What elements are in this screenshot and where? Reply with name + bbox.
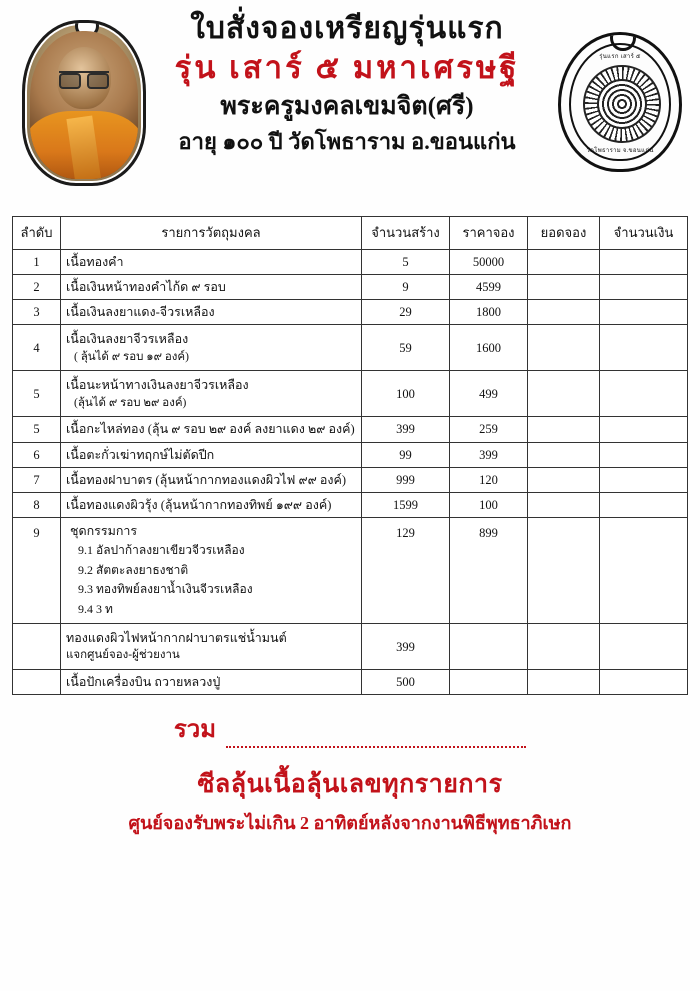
yantra-icon [583,65,661,143]
col-header-qty: จำนวนสร้าง [362,217,450,250]
row-book[interactable] [528,492,600,517]
row-book[interactable] [528,417,600,442]
row-amount[interactable] [600,442,688,467]
row-no: 6 [13,442,61,467]
row-desc [61,517,362,623]
row-no: 2 [13,275,61,300]
table-row [13,442,688,467]
row-no: 7 [13,467,61,492]
row-desc: เนื้อทองแดงผิวรุ้ง (ลุ้นหน้ากากทองทิพย์ ๑๙๙ องค์) [61,492,362,517]
monk-photo [30,31,138,179]
amulet-seal [558,22,682,172]
row-no: 5 [13,371,61,417]
glasses-icon [59,71,109,86]
document-footer [12,709,688,837]
row-price [450,624,528,670]
row-desc: เนื้อกะไหล่ทอง (ลุ้น ๙ รอบ ๒๙ องค์ ลงยาแดง ๒๙ องค์) [61,417,362,442]
row-price: 50000 [450,250,528,275]
row-no: 9 [13,517,61,623]
row-no [13,624,61,670]
document-header [12,8,688,216]
row-amount[interactable] [600,492,688,517]
row-price: 1800 [450,300,528,325]
row-amount[interactable] [600,670,688,695]
set-line-4: 9.4 3 ท [78,602,113,617]
col-header-desc: รายการวัตถุมงคล [61,217,362,250]
row-desc: เนื้อทองฝาบาตร (ลุ้นหน้ากากทองแดงผิวไฟ ๙๙ องค์) [61,467,362,492]
table-row [13,300,688,325]
table-row-committee-set [13,517,688,623]
row-desc-main: เนื้อเงินลงยาจีวรเหลือง [66,332,189,347]
row-desc [61,371,362,417]
total-row [12,709,688,748]
amulet-body [558,32,682,172]
row-desc-sub: (ลุ้นได้ ๙ รอบ ๒๙ องค์) [74,396,187,409]
footer-note-1: ซีลลุ้นเนื้อลุ้นเลขทุกรายการ [197,771,503,799]
row-desc [61,325,362,371]
table-row [13,371,688,417]
table-row [13,275,688,300]
row-qty: 29 [362,300,450,325]
order-table [12,216,688,695]
table-row [13,467,688,492]
set-line-2: 9.2 สัตตะลงยาธงชาติ [78,562,189,577]
col-header-amount: จำนวนเงิน [600,217,688,250]
row-price [450,670,528,695]
row-book[interactable] [528,670,600,695]
row-book[interactable] [528,275,600,300]
table-row [13,325,688,371]
row-no: 5 [13,417,61,442]
row-desc-main: เนื้อนะหน้าทางเงินลงยาจีวรเหลือง [66,378,249,393]
title-block [152,12,542,156]
row-book[interactable] [528,624,600,670]
amulet-bottom-text: วัดโพธาราม จ.ขอนแก่น [586,148,654,154]
row-desc-sub: ( ลุ้นได้ ๙ รอบ ๑๙ องค์) [74,350,189,363]
row-qty: 129 [362,517,450,623]
row-amount[interactable] [600,467,688,492]
row-price: 259 [450,417,528,442]
table-row [13,492,688,517]
row-amount[interactable] [600,371,688,417]
row-no: 8 [13,492,61,517]
row-amount[interactable] [600,250,688,275]
row-book[interactable] [528,371,600,417]
row-book[interactable] [528,300,600,325]
table-row [13,624,688,670]
row-price: 4599 [450,275,528,300]
row-desc [61,624,362,670]
row-qty: 999 [362,467,450,492]
row-qty: 1599 [362,492,450,517]
total-label: รวม [173,717,217,744]
row-price: 499 [450,371,528,417]
row-amount[interactable] [600,275,688,300]
row-price: 100 [450,492,528,517]
row-qty: 5 [362,250,450,275]
amulet-top-text: รุ่นแรก เสาร์ ๕ [599,54,641,60]
monk-name: พระครูมงคลเขมจิต(ศรี) [220,93,474,121]
row-amount[interactable] [600,325,688,371]
row-no: 3 [13,300,61,325]
row-book[interactable] [528,442,600,467]
row-book[interactable] [528,325,600,371]
row-desc-sub: แจกศูนย์จอง-ผู้ช่วยงาน [66,649,180,662]
monk-portrait-frame [22,20,146,186]
row-qty: 99 [362,442,450,467]
row-book[interactable] [528,467,600,492]
col-header-book: ยอดจอง [528,217,600,250]
row-price: 399 [450,442,528,467]
set-line-1: 9.1 อัลปาก้าลงยาเขียวจีวรเหลือง [78,542,245,557]
row-desc: เนื้อเงินหน้าทองคำไก้ด ๙ รอบ [61,275,362,300]
row-qty: 59 [362,325,450,371]
table-header-row [13,217,688,250]
row-no [13,670,61,695]
row-no: 1 [13,250,61,275]
row-qty: 100 [362,371,450,417]
row-price: 120 [450,467,528,492]
row-qty: 399 [362,417,450,442]
temple-info: อายุ ๑๐๐ ปี วัดโพธาราม อ.ขอนแก่น [178,128,516,154]
row-qty: 500 [362,670,450,695]
row-qty: 399 [362,624,450,670]
row-desc: เนื้อเงินลงยาแดง-จีวรเหลือง [61,300,362,325]
col-header-no: ลำดับ [13,217,61,250]
row-book[interactable] [528,250,600,275]
col-header-price: ราคาจอง [450,217,528,250]
row-amount[interactable] [600,300,688,325]
total-value-line[interactable] [226,730,526,748]
row-price: 1600 [450,325,528,371]
row-book[interactable] [528,517,600,623]
row-amount[interactable] [600,624,688,670]
row-desc: เนื้อตะกั่วเฆ่าทฤกษ์ไม่ตัดปีก [61,442,362,467]
set-line-3: 9.3 ทองทิพย์ลงยาน้ำเงินจีวรเหลือง [78,582,253,597]
row-amount[interactable] [600,417,688,442]
footer-note-2: ศูนย์จองรับพระไม่เกิน 2 อาทิตย์หลังจากงานพิธีพุทธาภิเษก [128,813,572,834]
row-qty: 9 [362,275,450,300]
table-row [13,417,688,442]
page-title: ใบสั่งจองเหรียญรุ่นแรก [190,12,504,45]
table-row [13,670,688,695]
row-desc: เนื้อปักเครื่องบิน ถวายหลวงปู่ [61,670,362,695]
row-amount[interactable] [600,517,688,623]
row-desc: เนื้อทองคำ [61,250,362,275]
row-price: 899 [450,517,528,623]
row-no: 4 [13,325,61,371]
row-desc-main: ทองแดงผิวไฟหน้ากากฝาบาตรแช่น้ำมนต์ [66,631,287,646]
table-row [13,250,688,275]
edition-title: รุ่น เสาร์ ๕ มหาเศรษฐี [174,49,520,85]
monk-robe [30,111,138,179]
set-head: ชุดกรรมการ [70,523,138,538]
